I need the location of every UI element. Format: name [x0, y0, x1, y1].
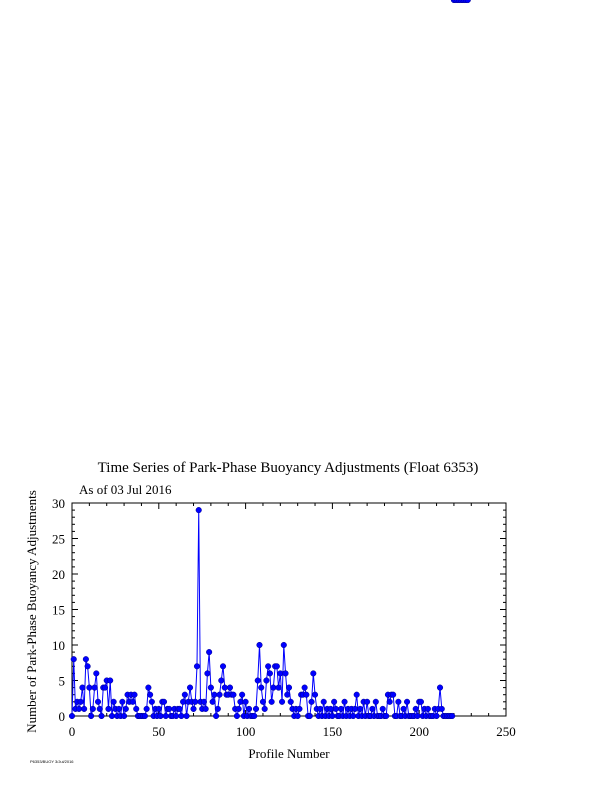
data-point — [390, 692, 396, 698]
data-point — [87, 685, 93, 691]
data-point — [215, 706, 221, 712]
data-point — [194, 664, 200, 670]
data-point — [255, 678, 261, 684]
data-point — [123, 706, 129, 712]
data-point — [81, 706, 87, 712]
data-point — [350, 713, 356, 719]
data-point — [180, 699, 186, 705]
data-point — [338, 706, 344, 712]
data-point — [330, 713, 336, 719]
y-tick-label-20: 20 — [52, 567, 65, 582]
data-point — [132, 692, 138, 698]
data-point — [142, 713, 148, 719]
x-tick-label-50: 50 — [152, 724, 166, 739]
data-point — [357, 706, 363, 712]
data-point — [218, 678, 224, 684]
y-tick-label-30: 30 — [52, 496, 65, 511]
data-point — [387, 699, 393, 705]
data-point — [364, 699, 370, 705]
data-point — [434, 713, 440, 719]
data-point — [276, 685, 282, 691]
data-point — [147, 692, 153, 698]
data-point — [85, 664, 91, 670]
data-point — [333, 706, 339, 712]
data-point — [69, 713, 75, 719]
data-point — [212, 692, 218, 698]
x-tick-label-200: 200 — [409, 724, 429, 739]
x-tick-label-0: 0 — [68, 724, 76, 739]
series-buoyancy-adjustments — [69, 0, 470, 719]
x-axis-label: Profile Number — [248, 746, 330, 761]
axes — [72, 503, 506, 716]
data-point — [262, 706, 268, 712]
data-point — [311, 671, 317, 677]
data-point — [173, 713, 179, 719]
data-point — [265, 664, 271, 670]
data-point — [94, 671, 100, 677]
data-point — [120, 699, 126, 705]
data-point — [274, 664, 280, 670]
x-tick-label-250: 250 — [496, 724, 516, 739]
data-point — [284, 692, 290, 698]
data-point — [401, 706, 407, 712]
plot-frame — [72, 503, 506, 716]
data-point — [95, 699, 101, 705]
data-point — [187, 685, 193, 691]
data-point — [206, 649, 212, 655]
data-point — [415, 713, 421, 719]
data-point — [396, 699, 402, 705]
data-point — [191, 706, 197, 712]
chart-subtitle: As of 03 Jul 2016 — [79, 482, 172, 497]
data-point — [309, 699, 315, 705]
data-point — [163, 713, 169, 719]
data-point — [302, 685, 308, 691]
data-point — [373, 699, 379, 705]
y-tick-label-25: 25 — [52, 531, 65, 547]
data-point — [83, 656, 89, 662]
data-point — [222, 685, 228, 691]
data-point — [130, 699, 136, 705]
data-point — [177, 706, 183, 712]
data-point — [236, 706, 242, 712]
data-point — [116, 706, 122, 712]
data-point — [111, 699, 117, 705]
data-point — [90, 706, 96, 712]
data-point — [149, 699, 155, 705]
y-tick-label-5: 5 — [58, 673, 65, 689]
chart-title: Time Series of Park-Phase Buoyancy Adjustments (Float 6353) — [97, 460, 479, 476]
data-point — [246, 706, 252, 712]
data-point — [156, 706, 162, 712]
data-point — [297, 706, 303, 712]
y-tick-label-10: 10 — [52, 638, 65, 653]
data-point — [295, 713, 301, 719]
data-point — [109, 713, 115, 719]
data-point — [146, 685, 152, 691]
data-point — [71, 656, 77, 662]
data-point — [213, 713, 219, 719]
data-point — [278, 671, 284, 677]
data-point — [133, 706, 139, 712]
x-tick-label-100: 100 — [235, 724, 256, 739]
data-point — [106, 706, 112, 712]
data-point — [205, 671, 211, 677]
data-point — [231, 692, 237, 698]
data-point — [354, 692, 360, 698]
y-axis-label: Number of Park-Phase Buoyancy Adjustments — [24, 490, 39, 733]
data-point — [161, 699, 167, 705]
data-point — [144, 706, 150, 712]
x-tick-label-150: 150 — [322, 724, 343, 739]
data-point — [383, 713, 389, 719]
data-point — [227, 685, 233, 691]
data-point — [182, 692, 188, 698]
data-point — [281, 642, 287, 648]
data-point — [328, 706, 334, 712]
data-point — [307, 713, 313, 719]
y-tick-label-15: 15 — [52, 602, 65, 618]
data-point — [418, 699, 424, 705]
data-point — [267, 671, 273, 677]
data-point — [321, 699, 327, 705]
data-point — [439, 706, 445, 712]
data-point — [97, 706, 103, 712]
data-point — [121, 713, 127, 719]
footer-stamp: P6353/BUOY 3/Jul/2016 — [30, 759, 74, 764]
data-point — [208, 685, 214, 691]
data-point — [158, 713, 164, 719]
data-point — [80, 685, 86, 691]
data-point — [264, 678, 270, 684]
data-point — [99, 713, 105, 719]
data-point — [243, 699, 249, 705]
data-point — [253, 706, 259, 712]
data-point — [317, 706, 323, 712]
data-point — [425, 706, 431, 712]
data-point — [184, 713, 190, 719]
data-point — [166, 706, 172, 712]
data-point — [217, 692, 223, 698]
data-point — [192, 699, 198, 705]
data-point — [203, 706, 209, 712]
data-point — [234, 713, 240, 719]
y-tick-label-0: 0 — [58, 709, 65, 724]
data-point — [92, 685, 98, 691]
data-point — [404, 699, 410, 705]
data-point — [342, 699, 348, 705]
data-point — [304, 692, 310, 698]
data-point — [283, 671, 289, 677]
data-point — [210, 699, 216, 705]
data-point — [312, 692, 318, 698]
data-point — [279, 699, 285, 705]
data-point — [286, 685, 292, 691]
data-point — [239, 692, 245, 698]
data-point — [258, 685, 264, 691]
data-point — [196, 507, 202, 513]
data-point — [269, 699, 275, 705]
data-point — [251, 713, 257, 719]
data-point — [201, 699, 207, 705]
data-point — [331, 699, 337, 705]
data-point — [179, 713, 185, 719]
data-point — [370, 706, 376, 712]
data-point — [413, 706, 419, 712]
data-point — [257, 642, 263, 648]
data-point — [76, 706, 82, 712]
data-point — [238, 699, 244, 705]
data-point — [107, 678, 113, 684]
data-point — [437, 685, 443, 691]
data-point — [271, 685, 277, 691]
data-point — [352, 706, 358, 712]
data-point — [288, 699, 294, 705]
data-point — [220, 664, 226, 670]
data-point — [380, 706, 386, 712]
data-point — [449, 713, 455, 719]
data-point — [78, 699, 84, 705]
data-point — [102, 685, 108, 691]
data-point — [88, 713, 94, 719]
data-point — [260, 699, 266, 705]
